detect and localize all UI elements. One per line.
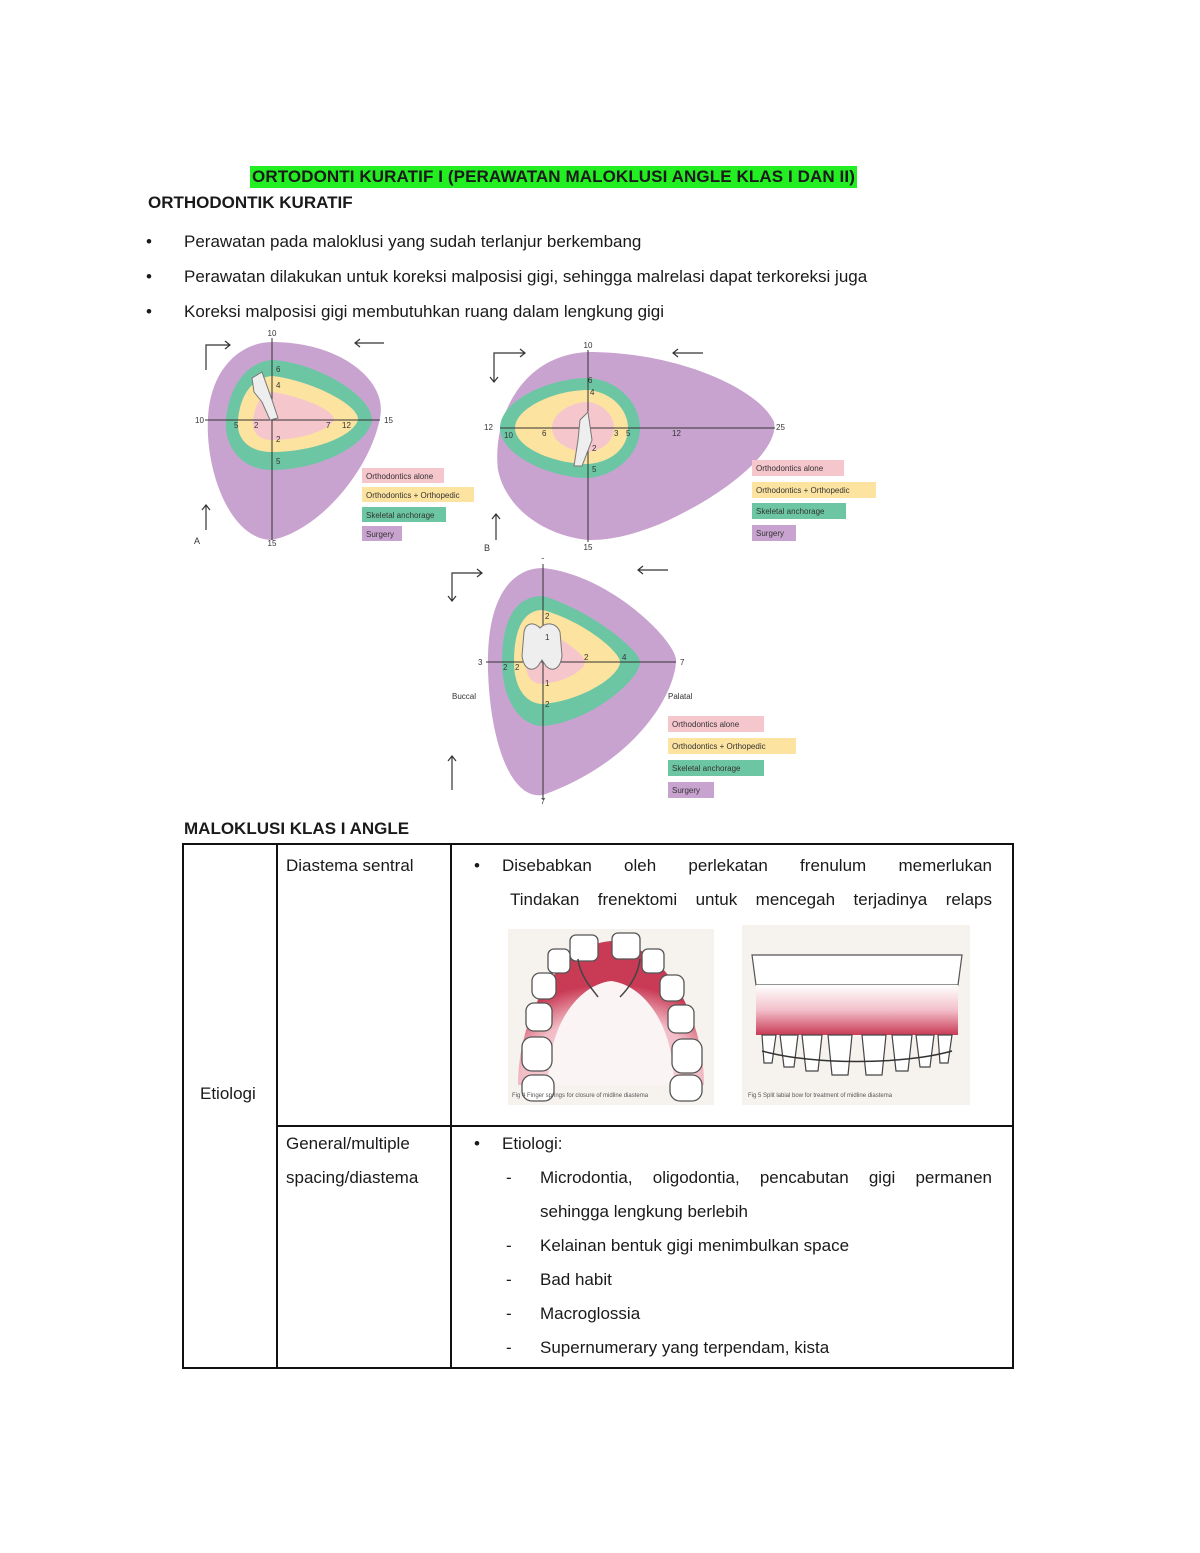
bullet-icon: • xyxy=(474,1134,480,1153)
table-cell xyxy=(277,1126,451,1368)
dash-icon: - xyxy=(506,1270,512,1289)
dash-icon: - xyxy=(506,1338,512,1357)
axis-label: 6 xyxy=(588,376,593,385)
axis-label: 3 xyxy=(478,658,483,667)
legend-label: Skeletal anchorage xyxy=(672,764,741,773)
axis-label: 2 xyxy=(545,612,550,621)
axis-label: Buccal xyxy=(452,692,477,701)
axis-label: 15 xyxy=(267,539,277,548)
axis-label: 2 xyxy=(545,700,550,709)
diastema-figures xyxy=(508,925,1068,1115)
list-item: • Perawatan pada maloklusi yang sudah terlanjur berkembang xyxy=(140,224,867,259)
dash-icon: - xyxy=(506,1168,512,1187)
table-cell xyxy=(451,1126,1013,1368)
list-item: • Etiologi: xyxy=(452,1127,1004,1161)
list-item: • Perawatan dilakukan untuk koreksi malposisi gigi, sehingga malrelasi dapat terkoreksi juga xyxy=(140,259,867,294)
arrow-icon xyxy=(355,339,384,347)
legend-label: Orthodontics + Orthopedic xyxy=(756,486,850,495)
axis-label: 5 xyxy=(592,465,597,474)
diagram-c xyxy=(448,557,796,806)
figure-4-image xyxy=(508,929,714,1105)
table-cell xyxy=(277,844,451,1126)
bullet-icon: • xyxy=(146,302,152,321)
axis-label: 6 xyxy=(276,365,281,374)
axis-label: 4 xyxy=(590,388,595,397)
list-item-continuation: sehingga lengkung berlebih xyxy=(540,1202,748,1221)
bullet-icon: • xyxy=(146,232,152,251)
section-heading: MALOKLUSI KLAS I ANGLE xyxy=(184,819,410,838)
arrow-icon xyxy=(448,756,456,790)
figure-letter: B xyxy=(484,543,491,553)
axis-label: 2 xyxy=(276,435,281,444)
axis-label: 3 xyxy=(614,429,619,438)
axis-label: 12 xyxy=(342,421,351,430)
table-row xyxy=(183,844,1013,1126)
section-heading: ORTHODONTIK KURATIF xyxy=(148,193,353,212)
axis-label: 2 xyxy=(592,444,597,453)
arrow-icon xyxy=(492,514,500,540)
diagram-b xyxy=(484,341,876,553)
axis-label: 5 xyxy=(234,421,239,430)
legend-label: Surgery xyxy=(756,529,785,538)
arrow-icon xyxy=(638,566,668,574)
list-item: - Microdontia, oligodontia, pencabutan gigi permanen xyxy=(452,1161,1004,1195)
axis-label: 2 xyxy=(254,421,259,430)
list-item: - Kelainan bentuk gigi menimbulkan space xyxy=(452,1229,1004,1263)
list-item: - Macroglossia xyxy=(452,1297,1004,1331)
dash-icon: - xyxy=(506,1304,512,1323)
list-item: - Bad habit xyxy=(452,1263,1004,1297)
legend-label: Orthodontics + Orthopedic xyxy=(366,491,460,500)
axis-label: 4 xyxy=(622,653,627,662)
axis-label: Palatal xyxy=(668,692,693,701)
axis-label: 2 xyxy=(584,653,589,662)
axis-label: 6 xyxy=(542,429,547,438)
axis-label: 10 xyxy=(195,416,204,425)
figure-caption: Fig 4 Finger springs for closure of midline diastema xyxy=(512,1093,649,1099)
axis-label: 10 xyxy=(583,341,593,350)
legend-label: Orthodontics alone xyxy=(366,472,434,481)
legend-label: Surgery xyxy=(672,786,701,795)
bullet-icon: • xyxy=(146,267,152,286)
list-item: - Supernumerary yang terpendam, kista xyxy=(452,1331,1004,1365)
figure-letter: A xyxy=(194,536,201,546)
legend-label: Orthodontics + Orthopedic xyxy=(672,742,766,751)
legend-label: Surgery xyxy=(366,530,395,539)
axis-label: 7 xyxy=(540,797,546,806)
axis-label: 7 xyxy=(680,658,685,667)
axis-label: 15 xyxy=(384,416,393,425)
row-header-label: Etiologi xyxy=(200,1084,256,1103)
axis-label: 1 xyxy=(545,633,550,642)
axis-label: 7 xyxy=(326,421,331,430)
arrow-icon xyxy=(673,349,703,357)
arrow-icon xyxy=(448,569,482,601)
arrow-icon xyxy=(490,349,525,382)
legend-label: Skeletal anchorage xyxy=(756,507,825,516)
axis-label: 2 xyxy=(503,663,508,672)
cell-label: General/multiple xyxy=(286,1134,410,1153)
table-cell xyxy=(451,844,1013,1126)
legend-label: Orthodontics alone xyxy=(756,464,824,473)
bullet-icon: • xyxy=(474,856,480,875)
etiology-table xyxy=(182,843,1014,1369)
figure-row xyxy=(452,925,1012,1125)
axis-label: 4 xyxy=(276,381,281,390)
figure-caption: Fig 5 Split labial bow for treatment of midline diastema xyxy=(748,1093,893,1099)
list-item-continuation: Tindakan frenektomi untuk mencegah terjadinya relaps xyxy=(510,890,992,909)
row-header-cell xyxy=(183,844,277,1368)
table-row xyxy=(183,1126,1013,1368)
axis-label: 2 xyxy=(515,663,520,672)
legend-label: Skeletal anchorage xyxy=(366,511,435,520)
page-title: ORTODONTI KURATIF I (PERAWATAN MALOKLUSI ANGLE KLAS I DAN II) xyxy=(252,167,855,186)
list-item: • Disebabkan oleh perlekatan frenulum memerlukan xyxy=(452,849,1004,883)
axis-label: 5 xyxy=(626,429,631,438)
axis-label: 25 xyxy=(776,423,785,432)
dash-icon: - xyxy=(506,1236,512,1255)
figure-5-image xyxy=(742,925,970,1105)
cell-label: Diastema sentral xyxy=(286,856,414,875)
axis-label: 15 xyxy=(583,543,593,552)
axis-label: 5 xyxy=(276,457,281,466)
axis-label: 10 xyxy=(504,431,513,440)
axis-label: 12 xyxy=(484,423,493,432)
axis-label: 1 xyxy=(545,679,550,688)
svg-text:˘: ˘ xyxy=(541,557,545,566)
diagram-a xyxy=(194,329,474,548)
arrow-icon xyxy=(202,505,210,530)
axis-label: 10 xyxy=(267,329,277,338)
axis-label: 12 xyxy=(672,429,681,438)
cell-label: spacing/diastema xyxy=(286,1168,419,1187)
legend-label: Orthodontics alone xyxy=(672,720,740,729)
list-item: • Koreksi malposisi gigi membutuhkan ruang dalam lengkung gigi xyxy=(140,294,867,329)
